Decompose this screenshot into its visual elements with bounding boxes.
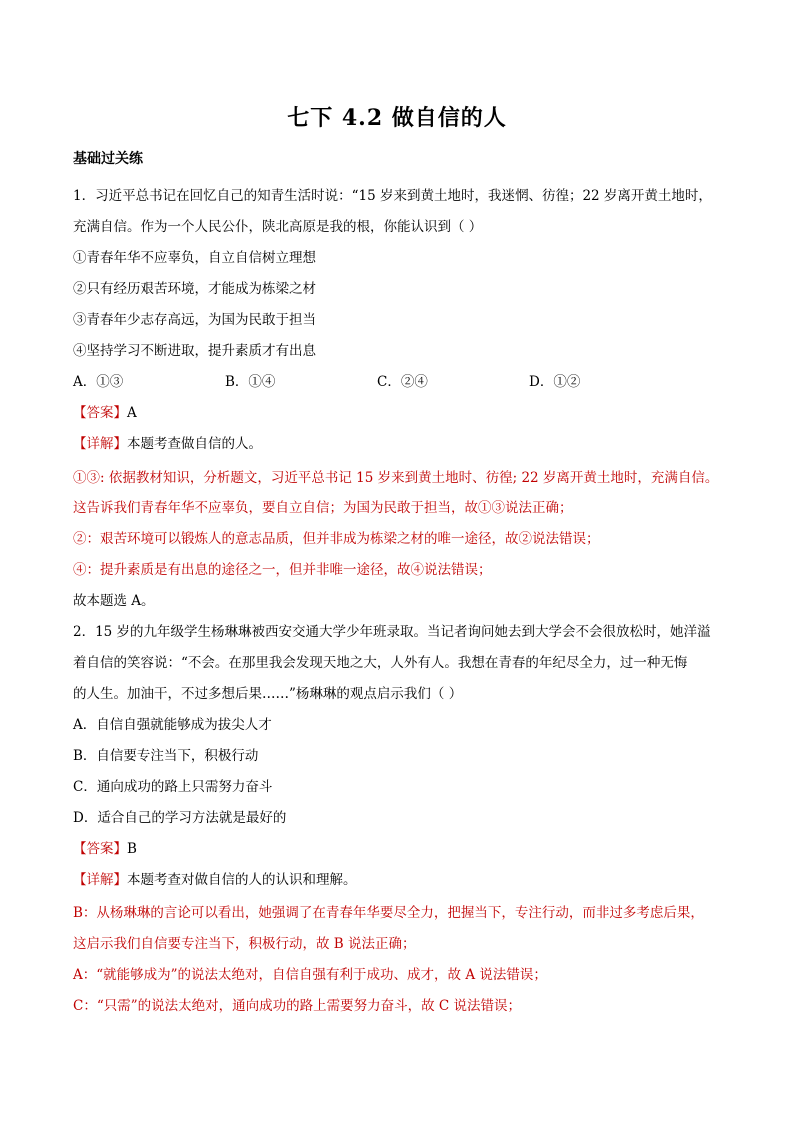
q2-detail-label: 【详解】 (73, 872, 127, 888)
q2-option-a: A．自信自强就能够成为拔尖人才 (73, 717, 272, 733)
q1-answer-value: A (127, 405, 137, 421)
q1-explain-1: ①③: 依据教材知识，分析题文，习近平总书记 15 岁来到黄土地时、彷徨; 22 岁离开黄土地时，充满自信。 (73, 470, 719, 486)
section-heading: 基础过关练 (73, 151, 143, 167)
q2-explain-1: B：从杨琳琳的言论可以看出，她强调了在青春年华要尽全力，把握当下，专注行动，而非过多考虑后果， (73, 905, 704, 921)
q1-option-d: D．①② (529, 374, 581, 390)
q1-detail (73, 434, 733, 454)
q1-conclusion: 故本题选 A。 (73, 593, 155, 609)
q2-stem-line1: 2．15 岁的九年级学生杨琳琳被西安交通大学少年班录取。当记者询问她去到大学会不会很放松时，她洋溢 (73, 624, 711, 640)
q2-option-c: C．通向成功的路上只需努力奋斗 (73, 779, 273, 795)
q1-detail-label: 【详解】 (73, 436, 127, 452)
q1-stem-line1: 1．习近平总书记在回忆自己的知青生活时说：“15 岁来到黄土地时，我迷惘、彷徨；22 岁离开黄土地时， (73, 188, 712, 204)
q1-options (73, 372, 733, 392)
q2-answer-value: B (127, 841, 137, 857)
q1-answer (73, 403, 733, 423)
q2-detail-text: 本题考查对做自信的人的认识和理解。 (127, 872, 357, 888)
q1-item-1: ①青春年华不应辜负，自立自信树立理想 (73, 250, 316, 266)
q2-explain-4: C：“只需”的说法太绝对，通向成功的路上需要努力奋斗，故 C 说法错误； (73, 998, 522, 1014)
q1-item-3: ③青春年少志存高远，为国为民敢于担当 (73, 312, 316, 328)
q2-answer (73, 839, 733, 859)
q2-option-b: B．自信要专注当下，积极行动 (73, 748, 259, 764)
q1-item-4: ④坚持学习不断进取，提升素质才有出息 (73, 343, 316, 359)
page-title: 七下 4.2 做自信的人 (287, 105, 507, 131)
q2-explain-2: 这启示我们自信要专注当下，积极行动，故 B 说法正确； (73, 936, 416, 952)
q2-stem-line3: 的人生。加油干，不过多想后果……”杨琳琳的观点启示我们（ ） (73, 686, 463, 702)
q1-option-a: A．①③ (73, 374, 124, 390)
q2-detail (73, 870, 733, 890)
q2-answer-label: 【答案】 (73, 841, 127, 857)
q1-option-c: C．②④ (377, 374, 428, 390)
q1-detail-text: 本题考查做自信的人。 (127, 436, 262, 452)
q1-answer-label: 【答案】 (73, 405, 127, 421)
q1-explain-2: 这告诉我们青春年华不应辜负，要自立自信；为国为民敢于担当，故①③说法正确； (73, 500, 573, 516)
q1-explain-3: ②：艰苦环境可以锻炼人的意志品质，但并非成为栋梁之材的唯一途径，故②说法错误； (73, 531, 600, 547)
q1-explain-4: ④：提升素质是有出息的途径之一，但并非唯一途径，故④说法错误； (73, 562, 492, 578)
q2-option-d: D．适合自己的学习方法就是最好的 (73, 810, 287, 826)
q2-explain-3: A：“就能够成为”的说法太绝对，自信自强有利于成功、成才，故 A 说法错误； (73, 967, 547, 983)
q1-item-2: ②只有经历艰苦环境，才能成为栋梁之材 (73, 281, 316, 297)
q1-option-b: B．①④ (225, 374, 276, 390)
q2-stem-line2: 着自信的笑容说：“不会。在那里我会发现天地之大，人外有人。我想在青春的年纪尽全力，过一种无悔 (73, 655, 688, 671)
q1-stem-line2: 充满自信。作为一个人民公仆，陕北高原是我的根，你能认识到（ ） (73, 219, 483, 235)
